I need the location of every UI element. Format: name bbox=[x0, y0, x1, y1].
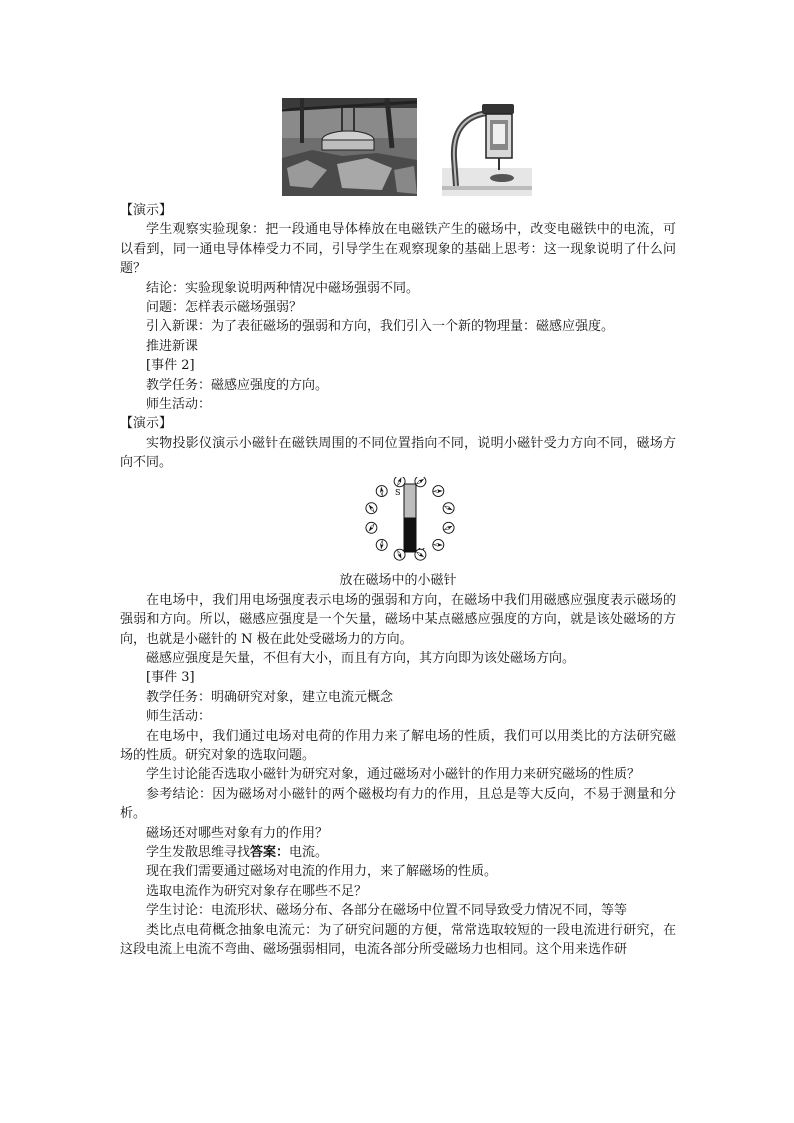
paragraph-activity-2: 师生活动： bbox=[146, 397, 212, 413]
compass-needle bbox=[376, 539, 387, 550]
paragraph-projector: 实物投影仪演示小磁针在磁铁周围的不同位置指向不同，说明小磁针受力方向不同，磁场方向不同。 bbox=[120, 435, 676, 471]
compass-needle bbox=[433, 539, 444, 550]
figure-caption: 放在磁场中的小磁针 bbox=[339, 572, 457, 588]
compass-needle bbox=[415, 477, 426, 487]
pole-s-label: S bbox=[395, 487, 401, 497]
compass-needle bbox=[376, 485, 387, 496]
compass-figure bbox=[120, 473, 676, 591]
electromagnet-crane-photo bbox=[282, 98, 417, 196]
compass-needle bbox=[443, 502, 454, 513]
compass-needle bbox=[415, 549, 426, 560]
compass-diagram bbox=[356, 477, 466, 571]
compass-needle bbox=[433, 485, 444, 496]
answer-lead: 学生发散思维寻找 bbox=[146, 844, 251, 860]
event-3-label: [事件 3] bbox=[146, 670, 195, 686]
document-body bbox=[120, 201, 676, 959]
event-2-label: [事件 2] bbox=[146, 358, 195, 374]
paragraph-advance: 推进新课 bbox=[146, 338, 199, 354]
demo-heading-2: 【演示】 bbox=[120, 416, 173, 432]
paragraph-intro: 引入新课：为了表征磁场的强弱和方向，我们引入一个新的物理量：磁感应强度。 bbox=[146, 319, 615, 335]
compass-needle bbox=[394, 549, 405, 560]
paragraph-observe: 学生观察实验现象：把一段通电导体棒放在电磁铁产生的磁场中，改变电磁铁中的电流，可以看到，同一通电导体棒受力不同，引导学生在观察现象的基础上思考：这一现象说明了什么问题？ bbox=[120, 222, 676, 277]
compass-needle bbox=[366, 522, 377, 533]
paragraph-task-3: 教学任务：明确研究对象，建立电流元概念 bbox=[146, 689, 394, 705]
compass-needle bbox=[443, 522, 454, 533]
compass-needle bbox=[366, 502, 377, 513]
paragraph-now: 现在我们需要通过磁场对电流的作用力，来了解磁场的性质。 bbox=[146, 864, 498, 880]
magnet-n-half bbox=[404, 518, 416, 552]
paragraph-shortcoming: 选取电流作为研究对象存在哪些不足？ bbox=[146, 883, 368, 899]
paragraph-discussion: 学生讨论能否选取小磁针为研究对象，通过磁场对小磁针的作用力来研究磁场的性质？ bbox=[146, 767, 641, 783]
compass-needle bbox=[394, 477, 405, 487]
magnet-s-half bbox=[404, 484, 416, 518]
paragraph-analogy: 在电场中，我们通过电场对电荷的作用力来了解电场的性质，我们可以用类比的方法研究磁场的性质。研究对象的选取问题。 bbox=[120, 728, 676, 763]
photo-row bbox=[282, 98, 532, 198]
apparatus-photo bbox=[442, 98, 532, 196]
paragraph-conclusion: 结论：实验现象说明两种情况中磁场强弱不同。 bbox=[146, 280, 420, 296]
paragraph-field-strength: 在电场中，我们用电场强度表示电场的强弱和方向，在磁场中我们用磁感应强度表示磁场的强弱和方向。所以，磁感应强度是一个矢量，磁场中某点磁感应强度的方向，就是该处磁场的方向，也就是小磁针的 N 极在此处受磁场力的方向。 bbox=[120, 592, 676, 647]
paragraph-activity-3: 师生活动： bbox=[146, 709, 212, 725]
demo-heading: 【演示】 bbox=[120, 203, 173, 218]
paragraph-what-objects: 磁场还对哪些对象有力的作用？ bbox=[146, 825, 329, 841]
paragraph-task-2: 教学任务：磁感应强度的方向。 bbox=[146, 377, 329, 393]
answer-label: 答案： bbox=[250, 844, 290, 860]
answer-value: 电流。 bbox=[289, 844, 329, 860]
paragraph-current-element: 类比点电荷概念抽象电流元：为了研究问题的方便，常常选取较短的一段电流进行研究，在这段电流上电流不弯曲、磁场强弱相同，电流各部分所受磁场力也相同。这个用来选作研 bbox=[120, 922, 676, 957]
paragraph-question: 问题：怎样表示磁场强弱？ bbox=[146, 300, 303, 316]
paragraph-answer bbox=[120, 843, 676, 862]
paragraph-reference: 参考结论：因为磁场对小磁针的两个磁极均有力的作用，且总是等大反向，不易于测量和分析。 bbox=[120, 786, 676, 822]
paragraph-student-discussion: 学生讨论：电流形状、磁场分布、各部分在磁场中位置不同导致受力情况不同，等等 bbox=[146, 903, 628, 919]
paragraph-vector: 磁感应强度是矢量，不但有大小，而且有方向，其方向即为该处磁场方向。 bbox=[146, 650, 576, 666]
